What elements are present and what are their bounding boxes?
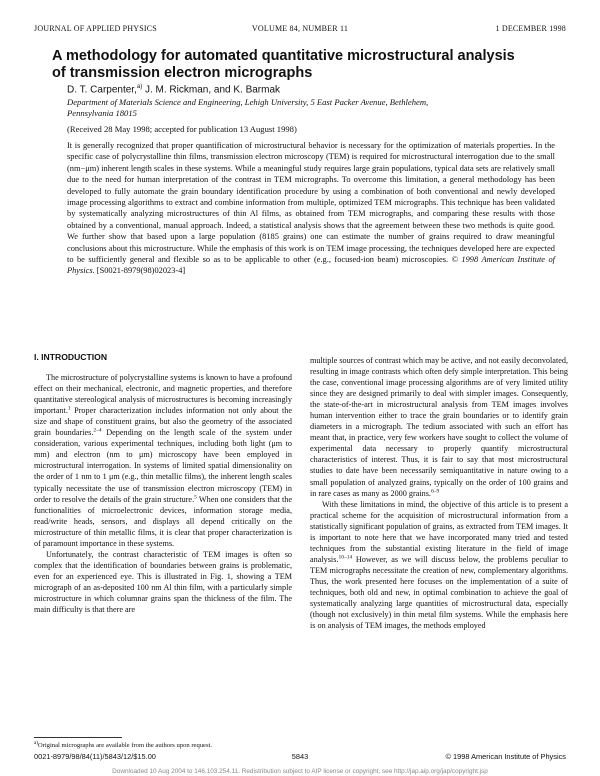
ref-mark: 10–14 [338,554,353,561]
abstract-code: [S0021-8979(98)02023-4] [96,266,186,276]
intro-paragraph-3 [310,355,568,499]
ref-mark: 6–9 [430,487,440,494]
intro-paragraph-4 [310,499,568,632]
publisher-copyright: © 1998 American Institute of Physics [445,752,566,761]
abstract [67,140,555,277]
affiliation-line-1: Department of Materials Science and Engineering, Lehigh University, 5 East Packer Avenue, Bethlehem, [67,97,429,107]
intro-paragraph-2: Unfortunately, the contrast characteristic of TEM images is often so complex that the identification of boundaries between grains is problematic, even for an experienced eye. This is illustrated in Fig. 1, showing a TEM micrograph of an as-deposited 100 nm Al thin film, with a particularly simple microstructure in which columnar grains span the thickness of the film. The main difficulty is that there are [34,549,292,615]
para-text: multiple sources of contrast which may be active, and not easily deconvolated, resulting in image contrasts which often defy simple interpretation. This being the case, conventional image processing algorithms are of very limited utility since they are designed primarily to deal with simpler images. Consequently, the state-of-the-art in microstructural analysis from TEM images involves human intervention either to trace the grain boundaries or to identify grain diameters in a micrograph. The tedium associated with such an effort has meant that, in practice, very few workers have sought to collect the volume of experimental data necessary to properly quantify microstructural characteristics of interest. Thus, it is fair to say that most microstructural studies to date have been necessarily semiquantitative in nature owing to a small population of analyzed grains, typically on the order of 100 grains and in rare cases as many as 2000 grains. [310,356,568,498]
abstract-text: It is generally recognized that proper quantification of microstructural behavior is necessary for the optimization of materials properties. In the specific case of polycrystalline thin films, transmission electron microscopy (TEM) is required for microstructural interrogation due to the small (nm−μm) inherent length scales in these systems. While a meaningful study requires large grain populations, typical data sets are relatively small due to the need for human interpretation of the contrast in TEM micrographs. To overcome this limitation, a general methodology has been developed to fully automate the grain boundary identification procedure by using a combination of both conventional and newly developed image processing algorithms to extract and combine information from multiple, optimized TEM micrographs. This technique has been validated by systematically analyzing microstructures of thin Al films, as obtained from TEM micrographs, and comparing these results with those obtained by a conventional, manual approach. Indeed, a statistical analysis shows that the agreement between these two methods is quite good. We further show that based upon a large population (8185 grains) one can estimate the number of grains required to draw meaningful conclusions about this microstructure. While the emphasis of this work is on TEM image processing, the techniques developed here are expected to be sufficiently general and flexible so as to be applicable to other (e.g., focused-ion beam) microscopies. [67,141,555,265]
para-text: Proper characterization includes information not only about the size and shape of constituent grains, but also the geometry of the associated grain boundaries. [34,406,292,438]
author-footnote-mark: a) [136,84,143,90]
journal-name: JOURNAL OF APPLIED PHYSICS [34,24,157,33]
issn-price: 0021-8979/98/84(11)/5843/12/$15.00 [34,752,156,761]
paper-title [52,48,572,82]
author-list [67,84,280,95]
title-line-2: of transmission electron micrographs [52,65,313,81]
right-column [310,355,568,631]
para-text: When one considers that the functionalities of microelectronic devices, information storage media, read/write heads, sensors, and displays all depend critically on the microstructure of thin metallic films, it is clear that proper characterization is of paramount importance in these systems. [34,494,292,548]
volume-info: VOLUME 84, NUMBER 11 [251,24,349,33]
left-column [34,352,292,615]
affiliation-line-2: Pennsylvania 18015 [67,108,137,118]
title-line-1: A methodology for automated quantitative microstructural analysis [52,48,515,64]
para-text: The microstructure of polycrystalline systems is known to have a profound effect on their mechanical, electronic, and magnetic properties, and therefore quantitative stereological analysis of microstructures is becoming increasingly important. [34,373,292,416]
section-heading: I. INTRODUCTION [34,352,108,362]
footnote-rule [34,737,122,738]
ref-mark: 2–4 [93,427,102,434]
abstract-copyright: © 1998 American Institute of Physics. [67,255,555,276]
page-number: 5843 [291,752,309,761]
received-dates: (Received 28 May 1998; accepted for publication 13 August 1998) [67,124,297,134]
download-notice: Downloaded 10 Aug 2004 to 146.103.254.11. Redistribution subject to AIP license or copyright, see http://jap.aip.org/jap/copyright.jsp [112,768,488,775]
issue-date: 1 DECEMBER 1998 [495,24,566,33]
footnote [34,741,294,749]
other-authors: J. M. Rickman, and K. Barmak [142,84,281,96]
ref-mark: 1 [67,405,71,412]
affiliation [67,97,567,119]
para-text: However, as we will discuss below, the problems peculiar to TEM micrographs necessitate the creation of new, complementary algorithms. Thus, the work presented here focuses on the implementation of a suite of techniques, both old and new, in optimal combination to achieve the goal of systematically analyzing large quantities of microstructural data, especially (though not exclusively) in thin metal film systems. While the emphasis here is on analysis of TEM images, the methods employed [310,554,568,631]
ref-mark: 5 [194,493,197,500]
para-text: With these limitations in mind, the objective of this article is to present a practical scheme for the acquisition of microstructural information from a statistically significant population of grains, as extracted from TEM images. It is important to note here that we have incorporated many tried and tested techniques from the substantial existing literature in the field of image analysis. [310,499,568,564]
footnote-text: Original micrographs are available from the authors upon request. [37,742,213,750]
intro-paragraph-1 [34,372,292,549]
first-author: D. T. Carpenter, [67,84,137,96]
para-text: Depending on the length scale of the system under consideration, various experimental techniques, including both light (μm to mm) and electron (nm to μm) microscopy have been employed in microstructural interrogation. In systems of limited spatial dimensionality on the order of 1 nm to 1 μm (e.g., thin metallic films), the inherent length scales typically necessitate the use of transmission electron microscopy (TEM) in order to resolve the details of the grain structure. [34,428,292,504]
footnote-mark: a) [34,741,38,746]
